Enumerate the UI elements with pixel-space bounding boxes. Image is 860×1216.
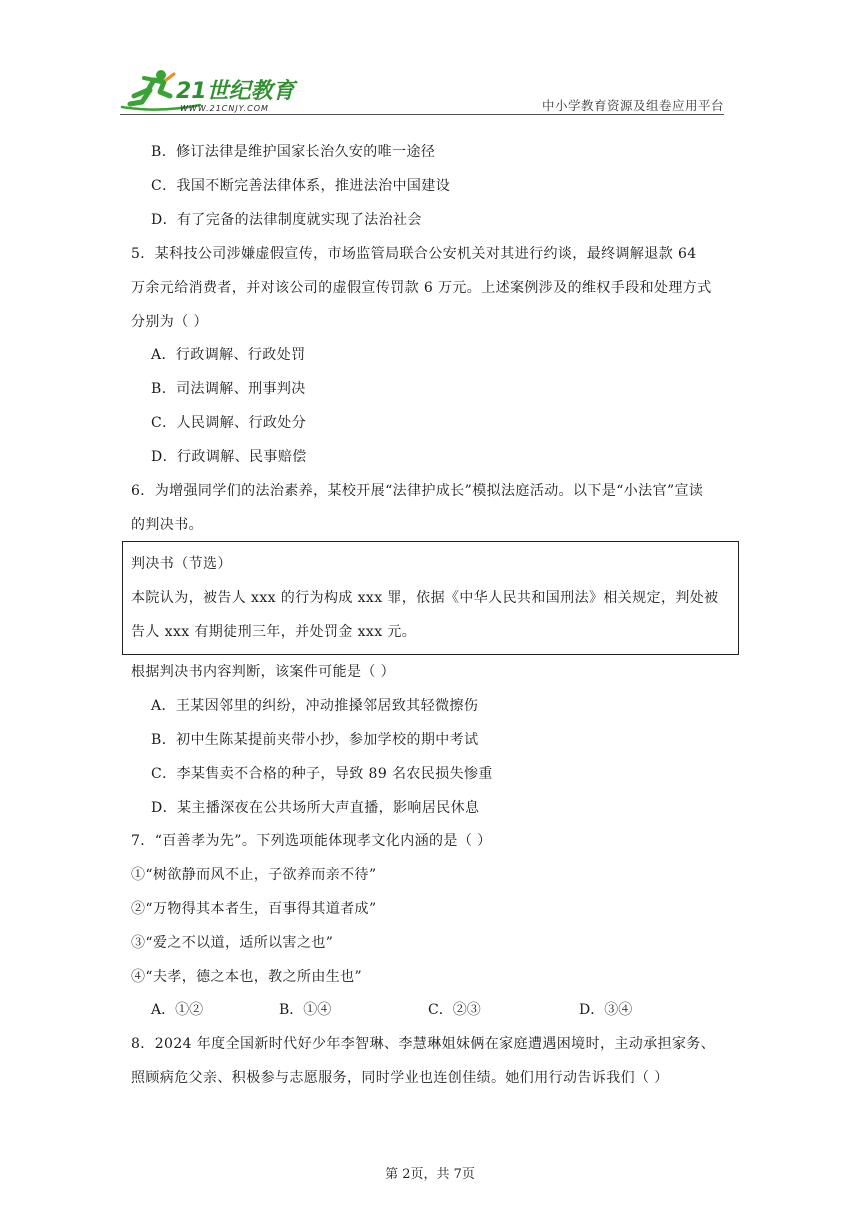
q7-options-row xyxy=(151,1000,651,1020)
q7-stem: 7．“百善孝为先”。下列选项能体现孝文化内涵的是（ ） xyxy=(131,833,492,849)
q6-stem-line-2: 的判决书。 xyxy=(131,517,203,533)
q7-option-d: D．③④ xyxy=(579,1002,633,1018)
q7-option-a: A．①② xyxy=(151,1002,204,1018)
q6-option-c: C．李某售卖不合格的种子，导致 89 名农民损失惨重 xyxy=(151,766,493,782)
material-line-1: 本院认为，被告人 xxx 的行为构成 xxx 罪，依据《中华人民共和国刑法》相关规定，判处被 xyxy=(131,590,719,606)
q7-option-b: B．①④ xyxy=(279,1002,332,1018)
platform-name: 中小学教育资源及组卷应用平台 xyxy=(541,98,724,113)
q6-question: 根据判决书内容判断，该案件可能是（ ） xyxy=(131,664,396,680)
q5-option-a: A．行政调解、行政处罚 xyxy=(151,347,306,363)
header-divider xyxy=(120,114,724,115)
q8-stem-line-1: 8．2024 年度全国新时代好少年李智琳、李慧琳姐妹俩在家庭遭遇困境时，主动承担家务、 xyxy=(131,1036,716,1052)
judgment-material-box xyxy=(122,541,739,655)
material-title: 判决书（节选） xyxy=(131,556,232,572)
page-number: 第 2页，共 7页 xyxy=(385,1167,475,1182)
q7-option-c: C．②③ xyxy=(428,1002,481,1018)
q5-stem-line-2: 万余元给消费者，并对该公司的虚假宣传罚款 6 万元。上述案例涉及的维权手段和处理方式 xyxy=(131,280,712,296)
q5-option-c: C．人民调解、行政处分 xyxy=(151,415,307,431)
logo-main-text: 21世纪教育 xyxy=(176,79,295,104)
material-line-2: 告人 xxx 有期徒刑三年，并处罚金 xxx 元。 xyxy=(131,624,417,640)
site-logo xyxy=(120,66,300,116)
q7-item-3: ③“爱之不以道，适所以害之也” xyxy=(131,935,334,951)
page-header xyxy=(120,66,724,116)
q7-item-2: ②“万物得其本者生，百事得其道者成” xyxy=(131,901,377,917)
q8-stem-line-2: 照顾病危父亲、积极参与志愿服务，同时学业也连创佳绩。她们用行动告诉我们（ ） xyxy=(131,1070,669,1086)
q4-option-b: B．修订法律是维护国家长治久安的唯一途径 xyxy=(151,144,436,160)
q6-stem-line-1: 6．为增强同学们的法治素养，某校开展“法律护成长”模拟法庭活动。以下是“小法官”宣读 xyxy=(131,483,704,499)
q5-stem-line-1: 5．某科技公司涉嫌虚假宣传，市场监管局联合公安机关对其进行约谈，最终调解退款 64 xyxy=(131,246,697,262)
q6-option-a: A．王某因邻里的纠纷，冲动推搡邻居致其轻微擦伤 xyxy=(151,698,479,714)
q7-item-1: ①“树欲静而风不止，子欲养而亲不待” xyxy=(131,867,377,883)
q6-option-b: B．初中生陈某提前夹带小抄，参加学校的期中考试 xyxy=(151,732,479,748)
q6-option-d: D．某主播深夜在公共场所大声直播，影响居民休息 xyxy=(151,800,480,816)
q4-option-d: D．有了完备的法律制度就实现了法治社会 xyxy=(151,212,422,228)
q4-option-c: C．我国不断完善法律体系，推进法治中国建设 xyxy=(151,178,451,194)
logo-url-text: WWW.21CNJY.COM xyxy=(180,104,269,113)
q5-option-d: D．行政调解、民事赔偿 xyxy=(151,449,307,465)
q5-stem-line-3: 分别为（ ） xyxy=(131,314,208,330)
q7-item-4: ④“夫孝，德之本也，教之所由生也” xyxy=(131,969,363,985)
q5-option-b: B．司法调解、刑事判决 xyxy=(151,381,306,397)
